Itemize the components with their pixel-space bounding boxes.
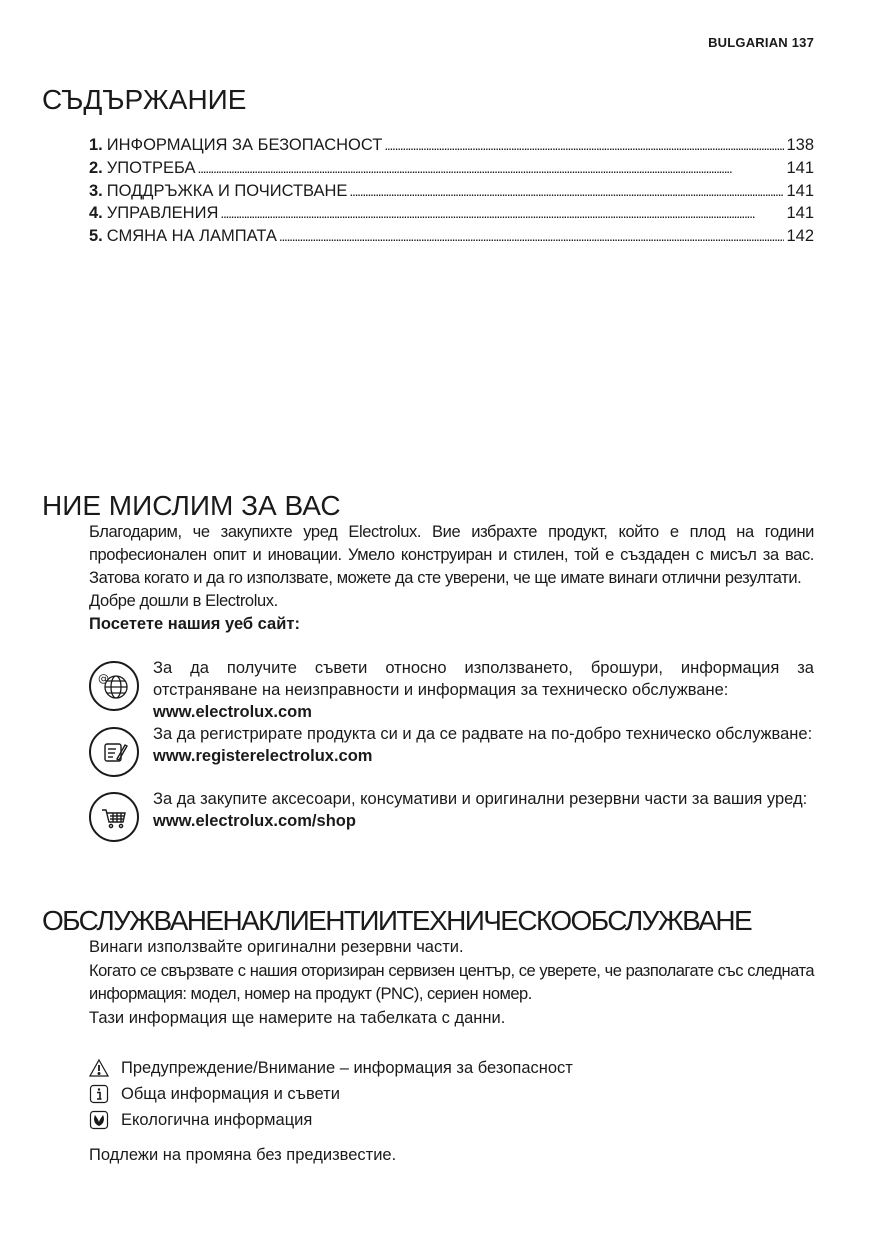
header-page-number: 137 bbox=[791, 35, 814, 50]
toc-item-page: 138 bbox=[786, 136, 814, 154]
toc-leader-dots bbox=[279, 227, 785, 246]
web-link[interactable]: www.registerelectrolux.com bbox=[153, 747, 373, 765]
intro-visit-heading: Посетете нашия уеб сайт: bbox=[89, 615, 300, 633]
toc-title: СЪДЪРЖАНИЕ bbox=[42, 84, 247, 115]
eco-icon bbox=[89, 1110, 109, 1130]
info-icon bbox=[89, 1084, 109, 1104]
toc-item-page: 142 bbox=[786, 227, 814, 246]
register-icon bbox=[89, 727, 139, 777]
warning-icon bbox=[89, 1058, 109, 1078]
web-item-description: За да регистрирате продукта си и да се радвате на по-добро техническо обслужване: bbox=[153, 725, 813, 743]
service-section bbox=[89, 936, 814, 1030]
legend-item bbox=[89, 1081, 573, 1107]
symbol-legend bbox=[89, 1055, 573, 1133]
legend-item bbox=[89, 1107, 573, 1133]
legend-label: Обща информация и съвети bbox=[121, 1084, 340, 1103]
table-of-contents bbox=[89, 136, 814, 250]
shopping-cart-icon bbox=[89, 792, 139, 842]
legend-label: Екологична информация bbox=[121, 1110, 313, 1129]
toc-item[interactable] bbox=[89, 182, 814, 205]
toc-leader-dots bbox=[198, 159, 785, 178]
toc-item[interactable] bbox=[89, 159, 814, 182]
service-line: Тази информация ще намерите на табелката с данни. bbox=[89, 1008, 506, 1027]
service-line: Когато се свързвате с нашия оторизиран сервизен център, се уверете, че разполагате със следната информация: модел, номер на продукт (PNC), сериен номер. bbox=[89, 961, 814, 1003]
disclaimer-note: Подлежи на промяна без предизвестие. bbox=[89, 1146, 397, 1164]
toc-leader-dots bbox=[384, 136, 784, 155]
header-language: BULGARIAN bbox=[708, 35, 788, 50]
web-item-register bbox=[89, 723, 814, 777]
toc-item[interactable] bbox=[89, 204, 814, 227]
legend-item bbox=[89, 1055, 573, 1081]
toc-item[interactable] bbox=[89, 227, 814, 250]
web-item-description: За да закупите аксесоари, консумативи и оригинални резервни части за вашия уред: bbox=[153, 790, 808, 808]
toc-item-number: 3. bbox=[89, 181, 103, 200]
service-title: ОБСЛУЖВАНЕНАКЛИЕНТИИТЕХНИЧЕСКООБСЛУЖВАНЕ bbox=[42, 905, 752, 936]
web-item-globe bbox=[89, 657, 814, 723]
toc-item-page: 141 bbox=[786, 204, 814, 223]
legend-label: Предупреждение/Внимание – информация за безопасност bbox=[121, 1058, 573, 1077]
toc-item-label: СМЯНА НА ЛАМПАТА bbox=[106, 227, 277, 246]
service-line: Винаги използвайте оригинални резервни части. bbox=[89, 938, 464, 956]
toc-item-number: 1. bbox=[89, 136, 103, 154]
globe-icon bbox=[89, 661, 139, 711]
toc-item-number: 4. bbox=[89, 204, 103, 223]
toc-item-number: 5. bbox=[89, 227, 103, 246]
web-item-text bbox=[153, 657, 814, 723]
web-link[interactable]: www.electrolux.com bbox=[153, 703, 312, 721]
web-link[interactable]: www.electrolux.com/shop bbox=[153, 812, 356, 830]
toc-item-label: ИНФОРМАЦИЯ ЗА БЕЗОПАСНОСТ bbox=[106, 136, 383, 154]
page-header bbox=[708, 35, 814, 50]
toc-item-label: ПОДДРЪЖКА И ПОЧИСТВАНЕ bbox=[106, 181, 348, 200]
web-item-text bbox=[153, 723, 814, 777]
web-item-description: За да получите съвети относно използването, брошури, информация за отстраняване на неизправности и информация за техническо обслужване: bbox=[153, 659, 814, 699]
toc-leader-dots bbox=[220, 204, 784, 223]
svg-text:@: @ bbox=[98, 672, 109, 685]
toc-item-label: УПРАВЛЕНИЯ bbox=[106, 204, 219, 223]
web-item-text bbox=[153, 788, 814, 842]
toc-item-label: УПОТРЕБА bbox=[106, 158, 196, 177]
toc-item-page: 141 bbox=[786, 158, 814, 177]
web-item-shop bbox=[89, 788, 814, 842]
intro-section bbox=[89, 521, 814, 636]
toc-item-number: 2. bbox=[89, 158, 103, 177]
toc-item-page: 141 bbox=[786, 181, 814, 200]
toc-leader-dots bbox=[349, 182, 784, 201]
intro-paragraph: Благодарим, че закупихте уред Electrolux. Вие избрахте продукт, който е плод на години професионален опит и иновации. Умело конструиран и стилен, той е създаден с мисъл за вас. Затова когато и да го използвате, можете да сте уверени, че ще имате винаги отлични резултати. bbox=[89, 523, 814, 587]
toc-item[interactable] bbox=[89, 136, 814, 159]
intro-title: НИЕ МИСЛИМ ЗА ВАС bbox=[42, 490, 341, 521]
intro-welcome: Добре дошли в Electrolux. bbox=[89, 592, 278, 610]
